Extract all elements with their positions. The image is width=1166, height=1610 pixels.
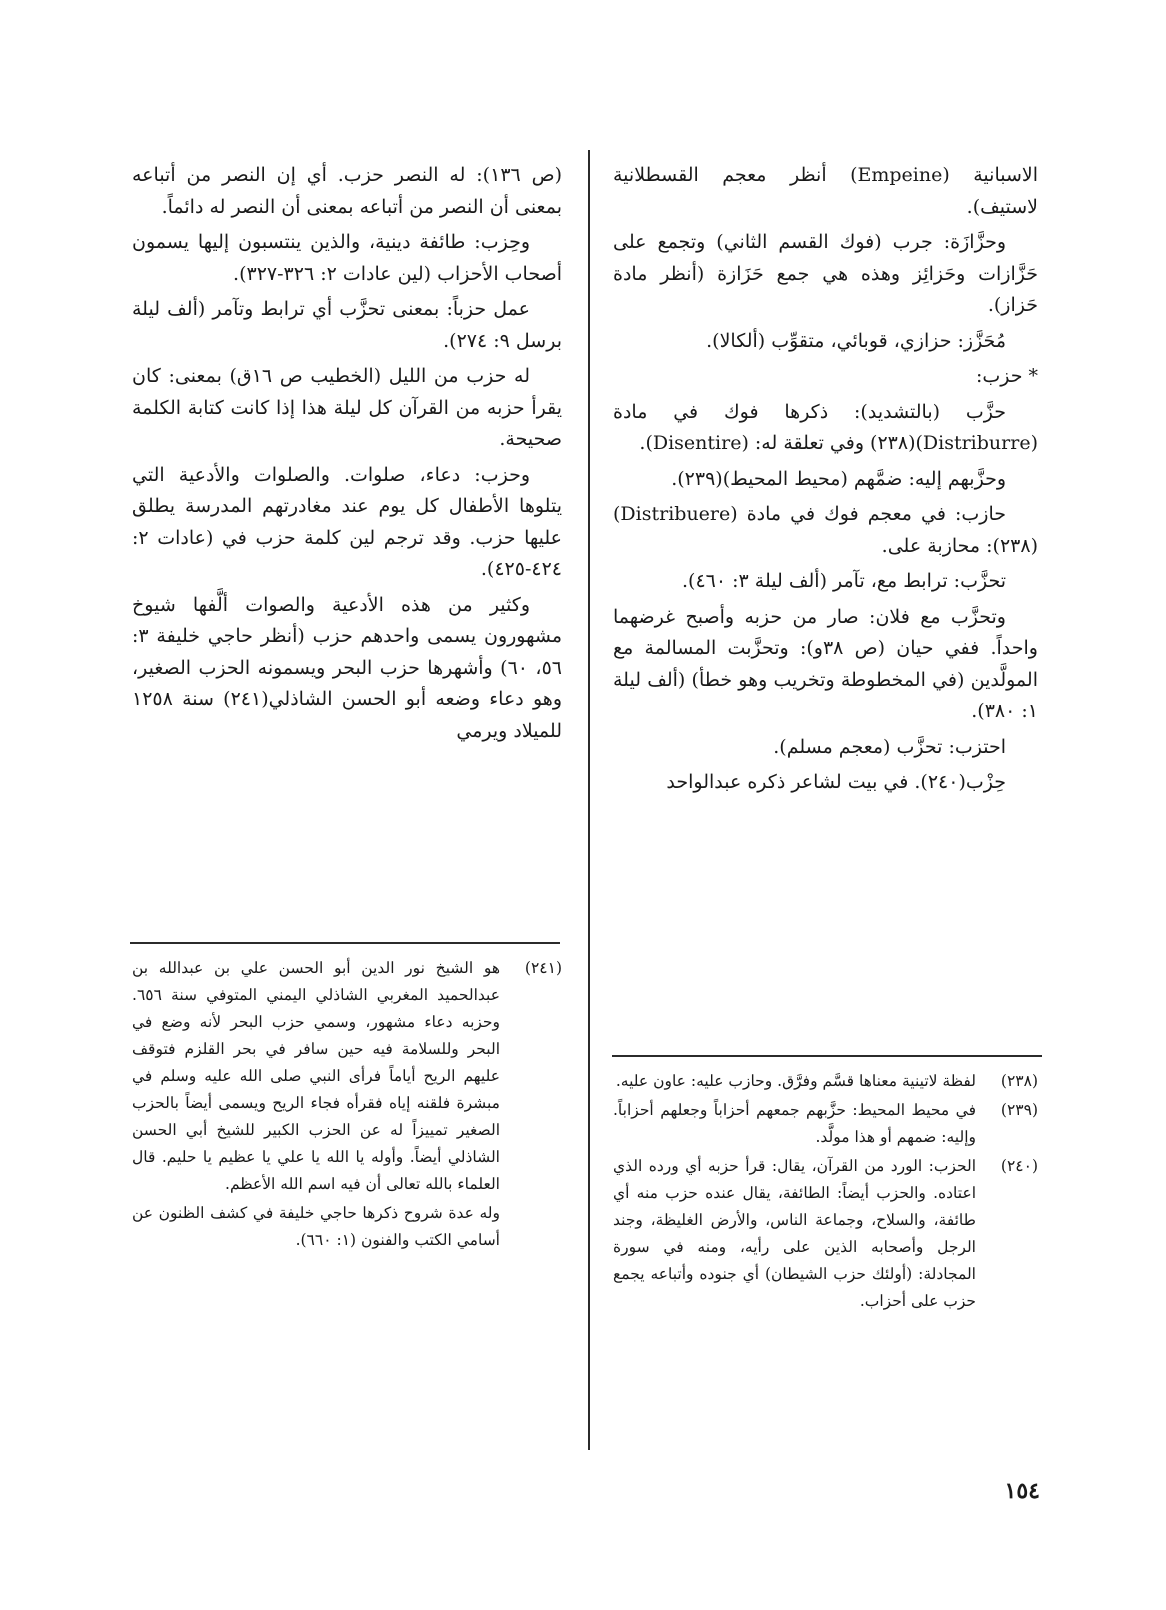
footnotes-right — [613, 1068, 1038, 1317]
column-divider — [588, 150, 590, 1450]
paragraph: وكثير من هذه الأدعية والصوات ألَّفها شيوخ مشهورون يسمى واحدهم حزب (أنظر حاجي خليفة ٣: ٥٦، ٦٠) وأشهرها حزب البحر ويسمونه الحزب الصغير، وهو دعاء وضعه أبو الحسن الشاذلي(٢٤١) سنة ١٢٥٨ للميلاد ويرمي — [132, 593, 562, 742]
footnote-number: (٢٣٨) — [1000, 1072, 1038, 1090]
paragraph: مُحَزَّز: حزازي، قوبائي، متقوِّب (ألكالا). — [706, 329, 1006, 352]
footnote-number: (٢٤٠) — [1000, 1157, 1038, 1175]
footnote-text: في محيط المحيط: حزَّبهم جمعهم أحزاباً وجعلهم أحزاباً. وإليه: ضمهم أو هذا مولَّد. — [613, 1101, 976, 1146]
paragraph: الاسبانية (Empeine) أنظر معجم القسطلانية لاستيف). — [613, 164, 1038, 218]
page-number: ١٥٤ — [1004, 1478, 1040, 1504]
footnote — [613, 1097, 1038, 1151]
paragraph: وتحزَّب مع فلان: صار من حزبه وأصبح غرضهما واحداً. ففي حيان (ص ٣٨و): وتحزَّبت المسالمة مع المولَّدين (في المخطوطة وتخريب وهو خطأ) (ألف ليلة ١: ٣٨٠). — [613, 605, 1038, 722]
footnote-rule-left — [130, 942, 560, 944]
paragraph: وحزب: دعاء، صلوات. والصلوات والأدعية التي يتلوها الأطفال كل يوم عند مغادرتهم المدرسة يطلق عليها حزب. وقد ترجم لين كلمة حزب في (عادات ٢: ٤٢٤-٤٢٥). — [132, 463, 562, 580]
footnote-text: الحزب: الورد من القرآن، يقال: قرأ حزبه أي ورده الذي اعتاده. والحزب أيضاً: الطائفة، يقال عنده حزب منه أي طائفة، والسلاح، وجماعة الناس، والأرض الغليظة، وجند الرجل وأصحابه الذين على رأيه، ومنه في سورة المجادلة: (أولئك حزب الشيطان) أي جنوده وأتباعه يجمع حزب على أحزاب. — [613, 1157, 976, 1310]
footnote-rule-right — [612, 1055, 1042, 1057]
paragraph: (ص ١٣٦): له النصر حزب. أي إن النصر من أتباعه بمعنى أن النصر من أتباعه بمعنى أن النصر له دائماً. — [132, 164, 562, 218]
paragraph: حزَّب (بالتشديد): ذكرها فوك في مادة (Distriburre)(٢٣٨) وفي تعلقة له: (Disentire). — [613, 400, 1038, 454]
paragraph: تحزَّب: ترابط مع، تآمر (ألف ليلة ٣: ٤٦٠). — [682, 570, 1006, 592]
footnote — [613, 1153, 1038, 1315]
paragraph: له حزب من الليل (الخطيب ص ١٦ق) بمعنى: كان يقرأ حزبه من القرآن كل ليلة هذا إذا كانت كتابة الكلمة صحيحة. — [132, 365, 562, 450]
right-column — [613, 160, 1038, 803]
footnote-number: (٢٤١) — [524, 959, 562, 977]
paragraph: حِزْب(٢٤٠). في بيت لشاعر ذكره عبدالواحد — [666, 771, 1006, 793]
footnotes-left — [132, 955, 562, 1254]
paragraph: وحزَّبهم إليه: ضمَّهم (محيط المحيط)(٢٣٩). — [671, 467, 1006, 490]
footnote-text: لفظة لاتينية معناها قسَّم وفرَّق. وحازب عليه: عاون عليه. — [615, 1072, 976, 1090]
left-column — [132, 160, 562, 751]
paragraph: عمل حزباً: بمعنى تحزَّب أي ترابط وتآمر (ألف ليلة برسل ٩: ٢٧٤). — [132, 298, 562, 352]
footnote — [613, 1068, 1038, 1095]
paragraph: احتزب: تحزَّب (معجم مسلم). — [773, 735, 1006, 758]
paragraph: وحزَّازَة: جرب (فوك القسم الثاني) وتجمع على حَزَّازات وحَزائِز وهذه هي جمع حَزَازة (أنظر مادة حَزاز). — [613, 231, 1038, 316]
paragraph: وحِزب: طائفة دينية، والذين ينتسبون إليها يسمون أصحاب الأحزاب (لين عادات ٢: ٣٢٦-٣٢٧). — [132, 231, 562, 285]
footnote-text: هو الشيخ نور الدين أبو الحسن علي بن عبدالله بن عبدالحميد المغربي الشاذلي اليمني المتوفي سنة ٦٥٦. وحزبه دعاء مشهور، وسمي حزب البحر لأنه وضع في البحر وللسلامة فيه حين سافر في بحر القلزم فتوقف عليهم الريح أياماً فرأى النبي صلى الله عليه وسلم في مبشرة فلقنه إياه فقرأه فجاء الريح ويسمى أيضاً بالحزب الصغير تمييزاً له عن الحزب الكبير للشيخ أبي الحسن الشاذلي أيضاً. وأوله يا الله يا علي يا عظيم يا حليم. قال العلماء بالله تعالى أن فيه اسم الله الأعظم. — [132, 959, 500, 1193]
footnote-number: (٢٣٩) — [1000, 1101, 1038, 1119]
entry-heading: * حزب: — [975, 365, 1038, 387]
footnote — [132, 955, 562, 1198]
paragraph: حازب: في معجم فوك في مادة (Distribuere)(٢٣٨): محازبة على. — [613, 503, 1038, 557]
footnote-continuation: وله عدة شروح ذكرها حاجي خليفة في كشف الظنون عن أسامي الكتب والفنون (١: ٦٦٠). — [132, 1204, 500, 1249]
